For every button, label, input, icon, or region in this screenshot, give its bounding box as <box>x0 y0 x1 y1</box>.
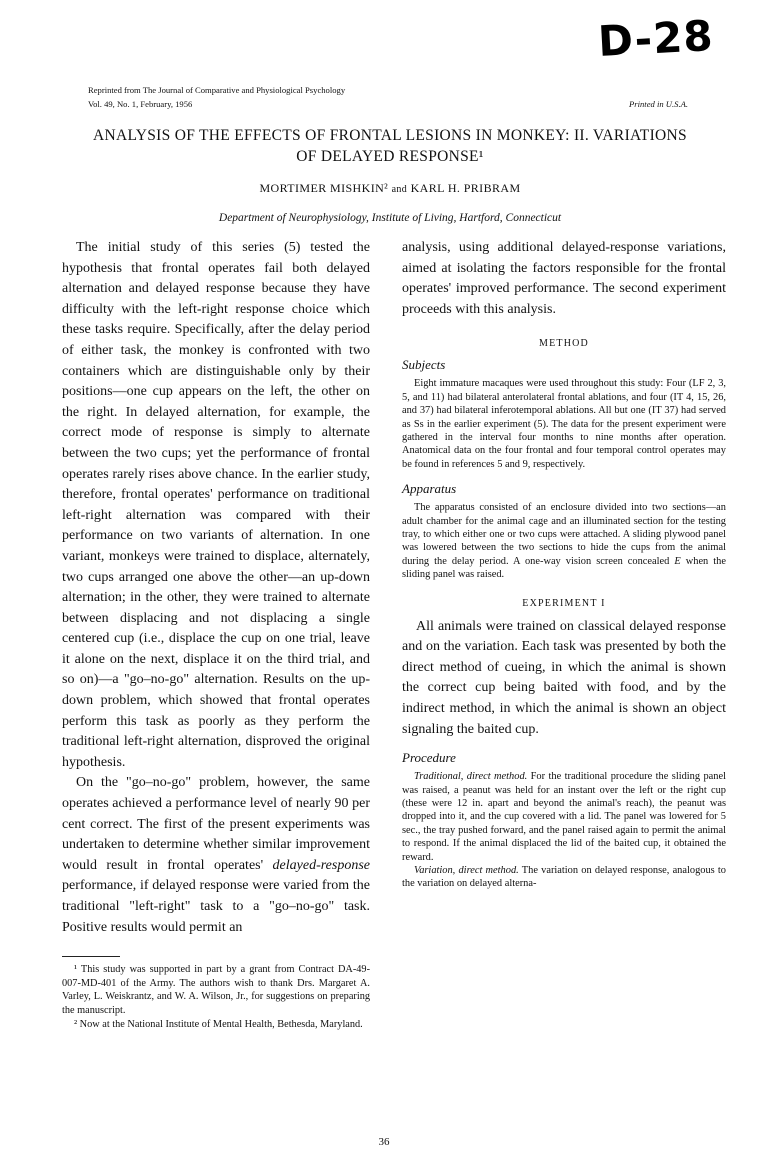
subsection-subjects: Subjects <box>402 357 446 373</box>
handwritten-stamp: D-28 <box>596 11 715 66</box>
apparatus-part-b: when the sliding panel was raised. <box>402 555 726 581</box>
proc2-text: The variation on delayed response, analogous to the variation on delayed alterna- <box>402 865 726 890</box>
procedure-traditional <box>402 770 726 864</box>
subjects-text: Eight immature macaques were used throughout this study: Four (LF 2, 3, 5, and 11) had bilateral anterolateral frontal ablations, and four (IT 4, 15, 26, and 37) had bilateral inferotemporal ablations. All but one (IT 37) had served as Ss in the earlier experiment (5). The data for the present experiment were gathered in the interval four months to nine months after operation. Anatomical data on the four frontal and four temporal control operates may be found in references 5 and 9, respectively. <box>402 378 726 470</box>
p2-part-a: On the "go–no-go" problem, however, the same operates achieved a performance level of nearly 90 per cent correct. The first of the present experiments was undertaken to determine whether similar improvement would result in frontal operates' <box>62 775 370 873</box>
printed-in: Printed in U.S.A. <box>629 99 688 109</box>
footnote-1: ¹ This study was supported in part by a grant from Contract DA-49-007-MD-401 of the Army. The authors wish to thank Drs. Margaret A. Varley, L. Weiskrantz, and W. A. Wilson, Jr., for suggestions on preparing the manuscript. <box>62 964 370 1016</box>
affiliation: Department of Neurophysiology, Institute of Living, Hartford, Connecticut <box>218 212 562 224</box>
p2-emphasis: delayed-response <box>272 857 370 873</box>
journal-volume: Vol. 49, No. 1, February, 1956 <box>88 99 193 109</box>
procedure-variation <box>402 864 726 891</box>
title-line-1: ANALYSIS OF THE EFFECTS OF FRONTAL LESIONS IN MONKEY: II. VARIATIONS <box>93 127 687 144</box>
apparatus-part-a: The apparatus consisted of an enclosure divided into two sections—an adult chamber for the animal cage and an illuminated section for the testing tray, to which either one or two cups were attached. A sliding plywood panel was lowered between the two sections to hide the cups from the animal during the delay period. A one-way vision screen concealed <box>402 502 726 567</box>
paragraph-intro: The initial study of this series (5) tested the hypothesis that frontal operates fail both delayed alternation and delayed response because they have difficulty with the left-right response choice which these tasks require. Specifically, after the delay period of either task, the monkey is confronted with two containers which are distinguishable only by their positions—one cup appears on the left, the other on the right. In delayed alternation, for example, the correct mode of response is simply to alternate between the two cups; yet the performance of frontal operates rarely rises above chance. In the earlier study, therefore, frontal operates' performance on traditional left-right alternation was compared with their performance on two variants of alternation. In one variant, monkeys were trained to displace, alternately, two cups arranged one above the other—an up-down alternation; in the other, they were trained to alternate between displacing and not displacing a single centered cup (i.e., displace the cup on one trial, leave it alone on the next, displace it on the third trial, and so on)—a "go–no-go" alternation. Results on the up-down problem, which showed that frontal operates perform this task as poorly as they perform the traditional left-right alternation, disproved the original hypothesis. <box>62 240 370 770</box>
subsection-apparatus: Apparatus <box>402 481 457 497</box>
experiment-1-text: All animals were trained on classical delayed response and on the variation. Each task was presented by both the direct method of cueing, in which the animal is shown the correct cup being baited with food, and by the indirect method, in which the animal is shown an object signaling the baited cup. <box>402 618 726 737</box>
proc1-heading: Traditional, direct method. <box>414 771 528 783</box>
section-method: METHOD <box>539 338 589 350</box>
p2-part-b: performance, if delayed response were varied from the traditional "left-right" task to a "go–no-go" task. Positive results would permit an <box>62 878 370 935</box>
page-number: 36 <box>378 1136 390 1148</box>
subsection-procedure: Procedure <box>402 750 456 766</box>
paragraph-continuation: analysis, using additional delayed-response variations, aimed at isolating the factors responsible for the frontal operates' improved performance. The second experiment proceeds with this analysis. <box>402 240 726 317</box>
footnote-rule <box>62 956 120 957</box>
author-1: MORTIMER MISHKIN² <box>259 181 389 195</box>
left-column <box>62 238 370 1031</box>
authors <box>70 181 710 196</box>
proc2-heading: Variation, direct method. <box>414 865 519 877</box>
reprint-line-1: Reprinted from The Journal of Comparative and Physiological Psychology <box>88 85 346 95</box>
author-2: KARL H. PRIBRAM <box>410 181 521 195</box>
apparatus-emphasis: E <box>674 555 681 567</box>
apparatus-text <box>402 501 726 581</box>
section-experiment-1: EXPERIMENT I <box>522 597 606 609</box>
title-line-2: OF DELAYED RESPONSE¹ <box>296 148 484 165</box>
right-column <box>402 238 726 891</box>
authors-and: and <box>391 184 408 195</box>
article-title <box>70 125 710 167</box>
reprint-line-2 <box>88 98 688 110</box>
footnote-2: ² Now at the National Institute of Mental Health, Bethesda, Maryland. <box>74 1018 363 1030</box>
paragraph-go-no-go <box>62 773 370 938</box>
proc1-text: For the traditional procedure the sliding panel was raised, a peanut was held for an instant over the left or the right cup (these were 12 in. apart and beyond the animal's reach), the peanut was dropped into it, and the cup covered with a lid. The panel was lowered for 5 sec., the tray pushed forward, and the panel raised again to permit the animal to respond. If the animal displaced the lid of the baited cup, it obtained the reward. <box>402 771 726 863</box>
